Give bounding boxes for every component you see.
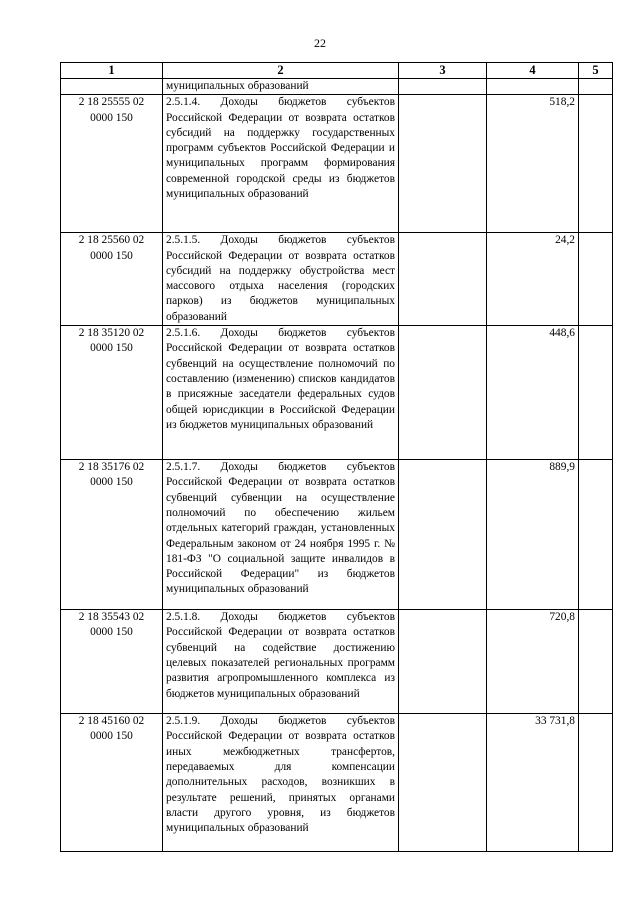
classification-code xyxy=(61,326,163,460)
code-line-1: 2 18 25560 02 xyxy=(78,234,145,247)
code-line-1: 2 18 35543 02 xyxy=(78,611,145,624)
table-row xyxy=(61,326,613,460)
amount-cell: 448,6 xyxy=(487,326,579,460)
revenue-description: 2.5.1.4. Доходы бюджетов субъектов Российской Федерации от возврата остатков субсидий на поддержку государственных программ субъектов Российской Федерации и муниципальных программ формирования современной городской среды из бюджетов муниципальных образований xyxy=(163,95,399,233)
code-line-1: 2 18 45160 02 xyxy=(78,715,145,728)
classification-code xyxy=(61,233,163,326)
page-number: 22 xyxy=(314,36,326,50)
table-row xyxy=(61,95,613,233)
column-header-4: 4 xyxy=(487,63,579,79)
amount-cell: 518,2 xyxy=(487,95,579,233)
carryover-col4 xyxy=(487,79,579,95)
amount-cell: 889,9 xyxy=(487,460,579,610)
column-5-cell xyxy=(579,714,613,852)
table-header-row xyxy=(61,63,613,79)
revenue-description: 2.5.1.5. Доходы бюджетов субъектов Российской Федерации от возврата остатков субсидий на поддержку обустройства мест массового отдыха населения (городских парков) из бюджетов муниципальных образований xyxy=(163,233,399,326)
column-3-cell xyxy=(399,714,487,852)
column-5-cell xyxy=(579,95,613,233)
column-3-cell xyxy=(399,326,487,460)
table-row xyxy=(61,233,613,326)
code-line-2: 0000 150 xyxy=(90,111,133,124)
code-line-2: 0000 150 xyxy=(90,730,133,743)
code-line-1: 2 18 25555 02 xyxy=(78,96,145,109)
amount-cell: 720,8 xyxy=(487,610,579,714)
carryover-col5 xyxy=(579,79,613,95)
carryover-row xyxy=(61,79,613,95)
code-line-2: 0000 150 xyxy=(90,249,133,262)
column-3-cell xyxy=(399,95,487,233)
column-3-cell xyxy=(399,233,487,326)
code-line-1: 2 18 35120 02 xyxy=(78,327,145,340)
revenue-description: 2.5.1.6. Доходы бюджетов субъектов Российской Федерации от возврата остатков субвенций на осуществление полномочий по составлению (изменению) списков кандидатов в присяжные заседатели федеральных судов общей юрисдикции в Российской Федерации из бюджетов муниципальных образований xyxy=(163,326,399,460)
amount-cell: 33 731,8 xyxy=(487,714,579,852)
table-row xyxy=(61,460,613,610)
revenue-description: 2.5.1.9. Доходы бюджетов субъектов Российской Федерации от возврата остатков иных межбюджетных трансфертов, передаваемых для компенсации дополнительных расходов, возникших в результате решений, принятых органами власти другого уровня, из бюджетов муниципальных образований xyxy=(163,714,399,852)
column-5-cell xyxy=(579,233,613,326)
column-header-1: 1 xyxy=(61,63,163,79)
carryover-col3 xyxy=(399,79,487,95)
column-3-cell xyxy=(399,460,487,610)
column-3-cell xyxy=(399,610,487,714)
amount-cell: 24,2 xyxy=(487,233,579,326)
code-line-2: 0000 150 xyxy=(90,342,133,355)
revenue-description: 2.5.1.8. Доходы бюджетов субъектов Российской Федерации от возврата остатков субвенций на содействие достижению целевых показателей региональных программ развития агропромышленного комплекса из бюджетов муниципальных образований xyxy=(163,610,399,714)
classification-code xyxy=(61,95,163,233)
carryover-description: муниципальных образований xyxy=(163,79,399,95)
column-5-cell xyxy=(579,326,613,460)
column-header-5: 5 xyxy=(579,63,613,79)
column-5-cell xyxy=(579,460,613,610)
table-row xyxy=(61,714,613,852)
column-header-3: 3 xyxy=(399,63,487,79)
revenue-description: 2.5.1.7. Доходы бюджетов субъектов Российской Федерации от возврата остатков субвенций субвенции на осуществление полномочий по обеспечению жильем отдельных категорий граждан, установленных Федеральным законом от 24 ноября 1995 г. № 181-ФЗ "О социальной защите инвалидов в Российской Федерации" из бюджетов муниципальных образований xyxy=(163,460,399,610)
code-line-1: 2 18 35176 02 xyxy=(78,461,145,474)
column-5-cell xyxy=(579,610,613,714)
column-header-2: 2 xyxy=(163,63,399,79)
classification-code xyxy=(61,714,163,852)
classification-code xyxy=(61,610,163,714)
table-row xyxy=(61,610,613,714)
budget-revenue-table xyxy=(60,62,613,852)
carryover-code-cell xyxy=(61,79,163,95)
classification-code xyxy=(61,460,163,610)
code-line-2: 0000 150 xyxy=(90,626,133,639)
code-line-2: 0000 150 xyxy=(90,476,133,489)
